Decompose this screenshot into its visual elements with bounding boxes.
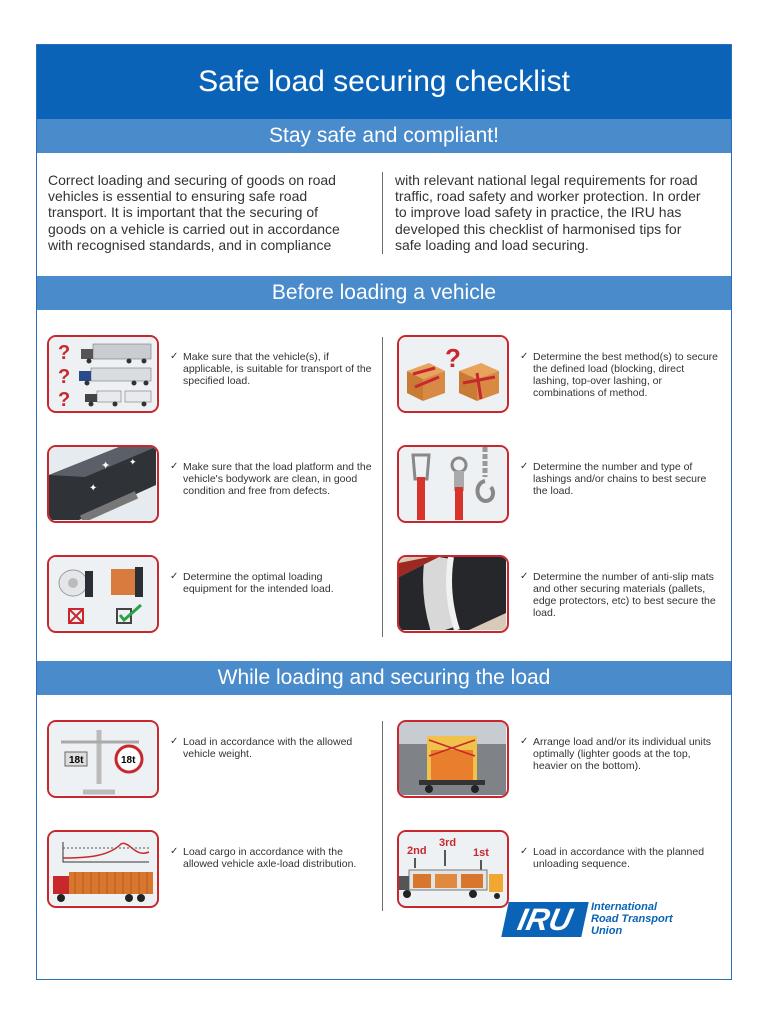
weight-badge: 18t xyxy=(69,755,84,766)
svg-text:?: ? xyxy=(58,389,71,410)
intro-text-left: Correct loading and securing of goods on road vehicles is essential to ensuring safe road transport. It is important that the securing of goods on a vehicle is carried out in accordance with recognised standards, and in compliance xyxy=(48,172,340,253)
checklist-item xyxy=(397,720,727,800)
checklist-item-text: ✓ Make sure that the vehicle(s), if applicable, is suitable for transport of the specified load. xyxy=(183,351,373,387)
checklist-item-text: ✓ Determine the number of anti-slip mats and other securing materials (pallets, edge protectors, etc) to best secure the load. xyxy=(533,571,723,619)
checklist-item xyxy=(47,830,377,910)
svg-text:✦: ✦ xyxy=(89,483,98,494)
weight-scale-icon xyxy=(47,720,159,798)
anti-slip-mat-icon xyxy=(397,555,509,633)
section-heading-before: Before loading a vehicle xyxy=(37,276,731,310)
column-divider xyxy=(382,172,383,254)
column-divider xyxy=(382,721,383,911)
svg-text:?: ? xyxy=(445,343,461,373)
checklist-poster xyxy=(36,44,732,980)
sequence-label: 1st xyxy=(473,847,489,859)
iru-logo-text xyxy=(591,901,701,937)
checklist-item xyxy=(47,720,377,800)
securing-method-icon xyxy=(397,335,509,413)
checklist-item-text: ✓ Load in accordance with the allowed vehicle weight. xyxy=(183,736,373,760)
checklist-item xyxy=(47,555,377,635)
checklist-item-text: ✓ Determine the number and type of lashings and/or chains to best secure the load. xyxy=(533,461,723,497)
checklist-item-text: ✓ Determine the optimal loading equipment for the intended load. xyxy=(183,571,373,595)
sequence-label: 3rd xyxy=(439,837,457,849)
svg-text:?: ? xyxy=(58,342,71,364)
iru-logo-mark: IRU xyxy=(501,902,588,937)
checklist-item-text: ✓ Make sure that the load platform and the vehicle's bodywork are clean, in good condition and free from defects. xyxy=(183,461,373,497)
unloading-sequence-icon xyxy=(397,830,509,908)
logo-line: Union xyxy=(591,925,623,937)
lashing-chain-icon xyxy=(397,445,509,523)
sequence-label: 2nd xyxy=(407,845,427,857)
load-platform-icon xyxy=(47,445,159,523)
checklist-item xyxy=(397,555,727,635)
svg-text:?: ? xyxy=(58,366,71,388)
axle-load-icon xyxy=(47,830,159,908)
checklist-item xyxy=(397,445,727,525)
load-arrangement-icon xyxy=(397,720,509,798)
checklist-item-text: ✓ Arrange load and/or its individual units optimally (lighter goods at the top, heavier on the bottom). xyxy=(533,736,723,772)
loading-equipment-icon xyxy=(47,555,159,633)
checklist-item xyxy=(47,445,377,525)
checklist-item xyxy=(397,830,727,910)
page-title: Safe load securing checklist xyxy=(37,45,731,119)
checklist-item-text: ✓ Load in accordance with the planned unloading sequence. xyxy=(533,846,723,870)
svg-text:✦: ✦ xyxy=(129,458,137,468)
logo-line: Road Transport xyxy=(591,913,673,925)
intro-text-right: with relevant national legal requirements for road traffic, road safety and worker protection. In order to improve load safety in practice, the IRU has developed this checklist of harmonised tips for safe loading and load securing. xyxy=(395,172,701,253)
checklist-item-text: ✓ Determine the best method(s) to secure the defined load (blocking, direct lashing, top-over lashing, or combinations of method. xyxy=(533,351,723,399)
logo-line: International xyxy=(591,901,658,913)
checklist-item-text: ✓ Load cargo in accordance with the allowed vehicle axle-load distribution. xyxy=(183,846,373,870)
weight-limit-sign: 18t xyxy=(121,755,136,766)
checklist-item xyxy=(397,335,727,415)
vehicle-suitability-icon xyxy=(47,335,159,413)
iru-logo xyxy=(505,900,705,940)
column-divider xyxy=(382,337,383,637)
section-heading-intro: Stay safe and compliant! xyxy=(37,119,731,153)
section-heading-while: While loading and securing the load xyxy=(37,661,731,695)
svg-text:✦: ✦ xyxy=(101,459,111,472)
checklist-item xyxy=(47,335,377,415)
